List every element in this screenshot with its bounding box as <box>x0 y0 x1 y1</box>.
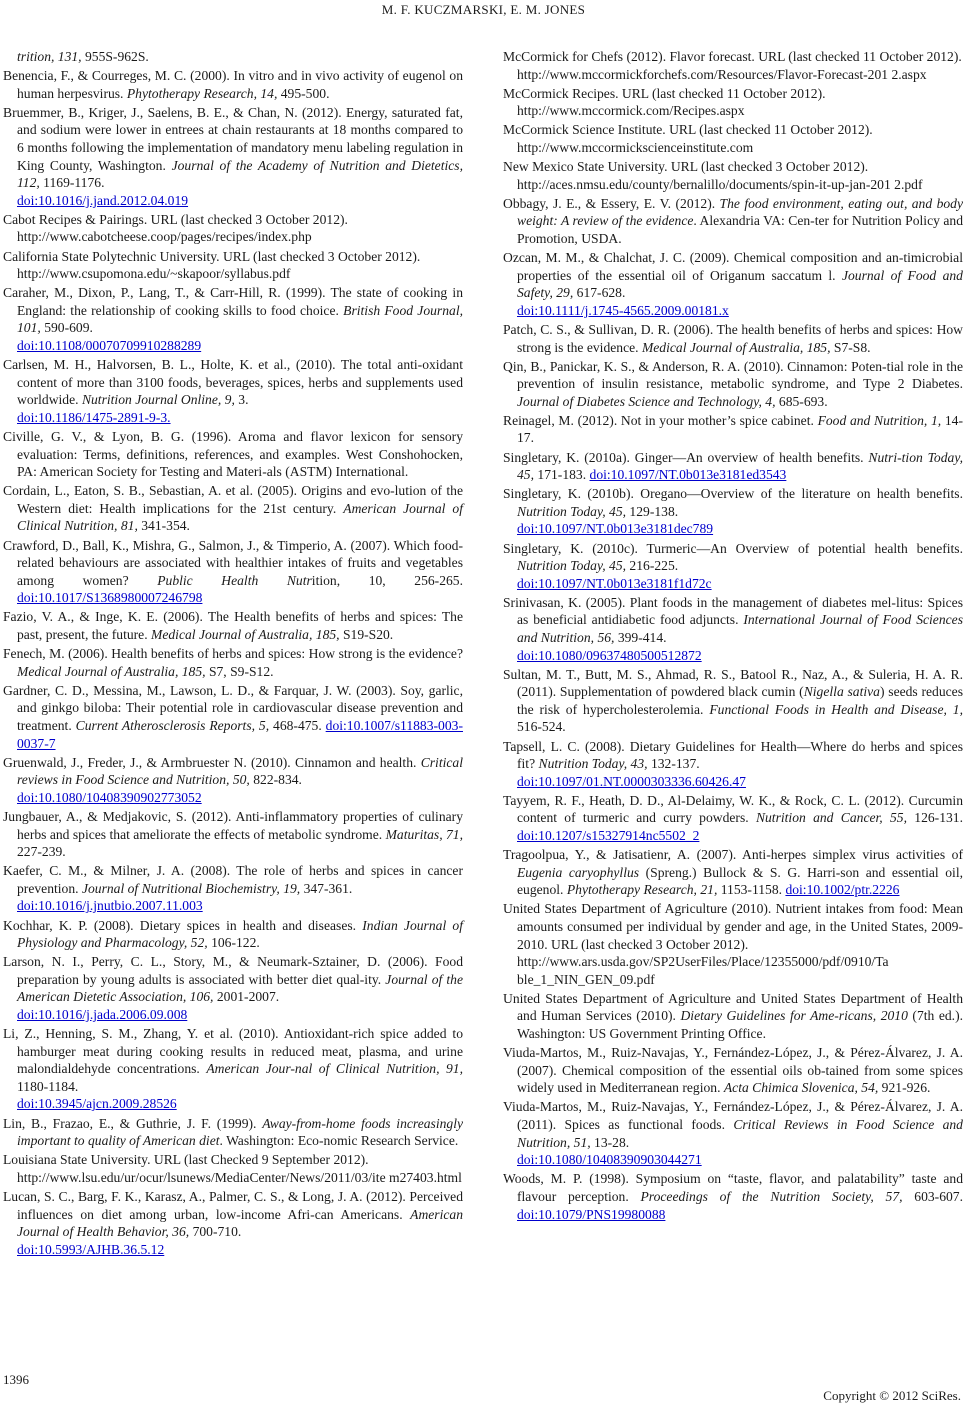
reference-pages: 2001-2007. <box>213 989 280 1005</box>
reference-entry <box>503 321 963 356</box>
reference-pages: S7, S9-S12. <box>205 663 274 679</box>
reference-authors-title: Ozcan, M. M., & Chalchat, J. C. (2009). Chemical composition and an-timicrobial properties of the essential oil of Origanum saccatum l. <box>503 250 963 283</box>
reference-authors-title: Srinivasan, K. (2005). Plant foods in the management of diabetes mel-litus: Spices as beneficial antidiabetic food adjuncts. <box>503 594 963 628</box>
reference-pages: ) seeds reduces the risk of hypercholesterolemia. <box>517 684 963 717</box>
reference-authors-title: Singletary, K. (2010b). Oregano—Overview of the literature on health benefits. <box>503 486 963 502</box>
reference-authors-title: Civille, G. V., & Lyon, B. G. (1996). Aroma and flavor lexicon for sensory evaluation: Terms, definitions, references, and examples. West Conshohocken, PA: American Society for Testing and Materi-als (ASTM) International. <box>3 428 463 480</box>
reference-authors-title: Patch, C. S., & Sullivan, D. R. (2006). The health benefits of herbs and spices: How strong is the evidence. <box>503 321 963 355</box>
reference-journal: Maturitas, 71, <box>385 826 463 842</box>
reference-authors-title: Larson, N. I., Perry, C. L., Story, M., & Neumark-Sztainer, D. (2006). Food preparation by young adults is associated with better diet qual-ity. <box>3 954 463 987</box>
reference-entry <box>3 284 463 354</box>
reference-entry <box>503 666 963 736</box>
doi-link[interactable]: doi:10.1097/NT.0b013e3181f1d72c <box>517 575 712 591</box>
reference-journal: Nigella sativa <box>803 684 880 700</box>
reference-pages: 126-131. <box>906 810 963 826</box>
reference-pages: ition, 10, 256-265. <box>311 572 463 588</box>
reference-entry <box>3 953 463 1023</box>
reference-authors-title: Viuda-Martos, M., Ruiz-Navajas, Y., Fernández-López, J., & Pérez-Álvarez, J. A. (2011). Spices as functional foods. <box>503 1099 963 1133</box>
reference-entry <box>3 917 463 952</box>
reference-journal: Medical Journal of Australia, 185, <box>151 627 340 642</box>
doi-link[interactable]: doi:10.1080/10408390903044271 <box>517 1152 702 1168</box>
reference-journal: Medical Journal of Australia, 185, <box>641 339 831 355</box>
reference-authors-title: Kaefer, C. M., & Milner, J. A. (2008). The role of herbs and spices in cancer prevention. <box>3 863 463 896</box>
reference-journal: Journal of Food and Safety, 29, <box>517 267 963 301</box>
reference-entry <box>3 428 463 481</box>
reference-url[interactable]: http://www.lsu.edu/ur/ocur/lsunews/MediaCenter/News/2011/03/ite m27403.html <box>17 1169 462 1185</box>
reference-entry <box>3 608 463 643</box>
reference-url[interactable]: http://www.mccormickforchefs.com/Resources/Flavor-Forecast-201 2.aspx <box>517 66 927 82</box>
reference-authors-title: Gardner, C. D., Messina, M., Lawson, L. D., & Farquar, J. W. (2003). Soy, garlic, and ginkgo biloba: Their potential role in cardiovascular disease prevention and treatment. <box>3 682 463 733</box>
reference-pages: 341-354. <box>137 518 190 534</box>
reference-pages: S7-S8. <box>830 339 871 355</box>
reference-entry <box>503 792 963 845</box>
reference-entry <box>3 754 463 807</box>
reference-authors-title: Crawford, D., Ball, K., Mishra, G., Salmon, J., & Timperio, A. (2007). Which food-related behaviours are associated with healthier intakes of fruits and vegetables among women? <box>3 537 463 588</box>
reference-authors-title: Qin, B., Panickar, K. S., & Anderson, R. A. (2010). Cinnamon: Poten-tial role in the prevention of insulin resistance, metabolic syndrome, and Type 2 Diabetes. <box>503 358 963 392</box>
reference-pages: 822-834. <box>249 772 302 788</box>
reference-pages: 1153-1158. <box>717 882 786 898</box>
reference-entry <box>3 645 463 680</box>
running-head: M. F. KUCZMARSKI, E. M. JONES <box>381 2 586 17</box>
reference-authors-title: Fenech, M. (2006). Health benefits of herbs and spices: How strong is the evidence? <box>3 646 463 662</box>
reference-entry <box>503 485 963 538</box>
reference-entry <box>3 1151 463 1186</box>
reference-journal: Nutri-tion Today, 45, <box>517 449 963 483</box>
reference-entry <box>503 1044 963 1097</box>
reference-entry <box>3 537 463 607</box>
reference-authors-title: Woods, M. P. (1998). Symposium on “taste, flavor, and palatability” taste and flavour perception. <box>503 1171 963 1204</box>
reference-pages: 129-138. <box>626 503 679 519</box>
reference-authors-title: Louisiana State University. URL (last Checked 9 September 2012). <box>3 1152 369 1168</box>
reference-authors-title: Singletary, K. (2010c). Turmeric—An Overview of potential health benefits. <box>503 540 963 556</box>
reference-pages: 685-693. <box>775 393 828 409</box>
reference-entry <box>503 249 963 319</box>
reference-authors-title: Carlsen, M. H., Halvorsen, B. L., Holte, K. et al., (2010). The total anti-oxidant content of more than 3100 foods, beverages, spices, herbs and supplements used worldwide. <box>3 357 463 408</box>
reference-pages: 617-628. <box>573 285 626 301</box>
reference-entry <box>3 1025 463 1113</box>
reference-authors-title: Li, Z., Henning, S. M., Zhang, Y. et al. (2010). Antioxidant-rich spice added to hamburger meat during cooking results in reduced meat, plasma, and urine malondialdehyde concentrations. <box>3 1026 463 1077</box>
reference-entry <box>3 682 463 752</box>
doi-link[interactable]: doi:10.3945/ajcn.2009.28526 <box>17 1096 177 1112</box>
reference-authors-title: Lucan, S. C., Barg, F. K., Karasz, A., Palmer, C. S., & Long, J. A. (2012). Perceived influences on diet among urban, low-income Afri-can Americans. <box>3 1188 463 1222</box>
reference-pages: 227-239. <box>17 844 66 860</box>
reference-entry <box>3 211 463 246</box>
reference-journal: Journal of the American Dietetic Association, 106, <box>17 971 463 1005</box>
reference-authors-title: Caraher, M., Dixon, P., Lang, T., & Carr-Hill, R. (1999). The state of cooking in England: the relationship of cooking skills to food choice. <box>3 285 463 318</box>
reference-journal: Acta Chimica Slovenica, 54, <box>723 1080 879 1096</box>
reference-authors-title: Reinagel, M. (2012). Not in your mother’s spice cabinet. <box>503 412 818 428</box>
reference-entry <box>3 482 463 535</box>
reference-authors-title: Singletary, K. (2010a). Ginger—An overview of health benefits. <box>503 449 869 465</box>
reference-authors-title: California State Polytechnic University. URL (last checked 3 October 2012). <box>3 248 421 264</box>
reference-journal: Nutrition and Cancer, 55, <box>755 810 907 826</box>
reference-journal: British Food Journal, 101, <box>17 302 463 336</box>
reference-entry <box>503 900 963 988</box>
reference-pages: 955S-962S. <box>81 49 149 64</box>
reference-url[interactable]: http://www.csupomona.edu/~skapoor/syllabus.pdf <box>17 266 291 282</box>
doi-link[interactable]: doi:10.1007/s11883-003-0037-7 <box>17 717 463 751</box>
reference-authors-title: New Mexico State University. URL (last checked 3 October 2012). <box>503 159 869 175</box>
reference-journal: Eugenia caryophyllus <box>517 864 640 880</box>
reference-pages: 13-28. <box>590 1134 630 1150</box>
reference-entry <box>3 248 463 283</box>
reference-authors-title: McCormick for Chefs (2012). Flavor forecast. URL (last checked 11 October 2012). <box>503 49 962 64</box>
reference-entry <box>3 48 463 66</box>
reference-entry <box>503 738 963 791</box>
reference-authors-title: Fazio, V. A., & Inge, K. E. (2006). The Health benefits of herbs and spices: The past, present, the future. <box>3 609 463 642</box>
reference-entry <box>503 48 963 83</box>
reference-pages: 347-361. <box>300 880 353 896</box>
reference-journal: American Jour-nal of Clinical Nutrition, 91, <box>206 1061 463 1077</box>
doi-link[interactable]: doi:10.1016/j.jnutbio.2007.11.003 <box>17 898 203 914</box>
copyright-notice: Copyright © 2012 SciRes. <box>823 1388 961 1403</box>
reference-journal: Journal of Nutritional Biochemistry, 19, <box>81 880 301 896</box>
reference-journal: Indian Journal of Physiology and Pharmacology, 52, <box>17 917 463 951</box>
reference-journal: Nutrition Today, 45, <box>517 503 627 519</box>
doi-link[interactable]: doi:10.1111/j.1745-4565.2009.00181.x <box>517 302 729 318</box>
reference-pages: (7th ed.). Washington: US Government Printing Office. <box>517 1008 964 1042</box>
reference-entry <box>503 540 963 593</box>
reference-authors-title: Bruemmer, B., Kriger, J., Saelens, B. E., & Chan, N. (2012). Energy, saturated fat, and sodium were lower in entrees at chain restaurants at 18 months compared to 6 months following the implementation of mandatory menu labeling regulation in King County, Washington. <box>3 104 463 173</box>
reference-entry <box>3 1115 463 1150</box>
reference-authors-title: Cabot Recipes & Pairings. URL (last checked 3 October 2012). <box>3 211 348 227</box>
reference-pages: (Spreng.) Bullock & S. G. Harri-son and essential oil, eugenol. <box>517 864 964 898</box>
reference-journal: Phytotherapy Research, 14, <box>126 85 278 101</box>
reference-authors-title: Obbagy, J. E., & Essery, E. V. (2012). <box>503 195 720 211</box>
reference-entry <box>3 104 463 210</box>
reference-column-left <box>3 48 463 1260</box>
reference-entry <box>503 594 963 664</box>
reference-journal: Functional Foods in Health and Disease, 1, <box>709 701 963 717</box>
reference-journal: Critical Reviews in Food Science and Nutrition, 51, <box>517 1117 963 1150</box>
reference-column-right <box>503 48 963 1225</box>
reference-authors-title: Kochhar, K. P. (2008). Dietary spices in health and diseases. <box>3 917 363 933</box>
reference-pages: 921-926. <box>878 1080 931 1096</box>
reference-entry <box>503 846 963 899</box>
reference-url[interactable]: http://www.ars.usda.gov/SP2UserFiles/Place/12355000/pdf/0910/Ta ble_1_NIN_GEN_09.pdf <box>517 954 889 987</box>
reference-authors-title: United States Department of Agriculture (2010). Nutrient intakes from food: Mean amounts consumed per individual by gender and age, in the United States, 2009-2010. URL (last checked 3 October 2012). <box>503 901 963 952</box>
reference-entry <box>503 990 963 1043</box>
reference-journal: Public Health Nutr <box>157 572 312 588</box>
doi-link[interactable]: doi:10.5993/AJHB.36.5.12 <box>17 1241 165 1257</box>
doi-link[interactable]: doi:10.1017/S1368980007246798 <box>17 590 203 606</box>
reference-entry <box>503 412 963 447</box>
reference-pages: 132-137. <box>647 756 700 772</box>
reference-authors-title: Cordain, L., Eaton, S. B., Sebastian, A. et al. (2005). Origins and evo-lution of the Western diet: Health implications for the 21st century. <box>3 483 463 516</box>
reference-authors-title: Benencia, F., & Courreges, M. C. (2000). In vitro and in vivo activity of eugenol on human herpesvirus. <box>3 68 463 101</box>
reference-url[interactable]: http://www.mccormick.com/Recipes.aspx <box>517 103 745 119</box>
reference-journal: Proceedings of the Nutrition Society, 57, <box>640 1188 903 1204</box>
reference-url[interactable]: http://aces.nmsu.edu/county/bernalillo/documents/spin-it-up-jan-201 2.pdf <box>517 176 923 192</box>
reference-journal: Journal of the Academy of Nutrition and Dietetics, 112, <box>17 157 463 191</box>
reference-pages: 1169-1176. <box>39 175 105 191</box>
reference-pages: 1180-1184. <box>17 1078 79 1094</box>
reference-entry <box>3 67 463 102</box>
reference-authors-title: Gruenwald, J., Freder, J., & Armbruester N. (2010). Cinnamon and health. <box>3 754 421 770</box>
reference-pages: . Alexandria VA: Cen-ter for Nutrition Policy and Promotion, USDA. <box>517 213 963 246</box>
reference-entry <box>3 808 463 861</box>
reference-journal: International Journal of Food Sciences and Nutrition, 56, <box>517 612 963 645</box>
reference-journal: trition, 131, <box>17 49 82 64</box>
doi-link[interactable]: doi:10.1186/1475-2891-9-3. <box>17 409 171 425</box>
doi-link[interactable]: doi:10.1097/NT.0b013e3181ed3543 <box>589 467 787 483</box>
reference-pages: 603-607. <box>902 1188 963 1204</box>
doi-link[interactable]: doi:10.1016/j.jand.2012.04.019 <box>17 192 189 208</box>
reference-entry <box>503 158 963 193</box>
reference-pages: 495-500. <box>277 85 330 101</box>
reference-pages: 468-475. <box>269 717 326 733</box>
reference-journal: Phytotherapy Research, 21, <box>566 882 718 898</box>
doi-link[interactable]: doi:10.1108/00070709910288289 <box>17 338 202 353</box>
reference-journal: The food environment, eating out, and body weight: A review of the evidence <box>517 195 963 229</box>
reference-pages: . Washington: Eco-nomic Research Service. <box>219 1133 459 1149</box>
reference-entry <box>503 195 963 248</box>
reference-authors-title: Lin, B., Frazao, E., & Guthrie, J. F. (1999). <box>3 1115 263 1131</box>
reference-authors-title: McCormick Science Institute. URL (last checked 11 October 2012). <box>503 122 873 138</box>
doi-link[interactable]: doi:10.1002/ptr.2226 <box>785 882 900 898</box>
reference-entry <box>503 449 963 484</box>
reference-journal: Journal of Diabetes Science and Technology, 4, <box>517 393 776 409</box>
reference-journal: Medical Journal of Australia, 185, <box>17 663 206 679</box>
reference-authors-title: Tapsell, L. C. (2008). Dietary Guidelines for Health—Where do herbs and spices fit? <box>503 738 963 772</box>
reference-journal: Food and Nutrition, 1, <box>817 412 942 428</box>
reference-authors-title: Tragoolpua, Y., & Jatisatienr, A. (2007). Anti-herpes simplex virus activities of <box>503 847 963 863</box>
reference-entry <box>503 1170 963 1223</box>
reference-journal: Nutrition Today, 45, <box>517 558 627 574</box>
reference-pages: 14-17. <box>517 412 963 446</box>
reference-journal: Away-from-home foods increasingly important to quality of American diet <box>17 1115 464 1149</box>
doi-link[interactable]: doi:10.1207/s15327914nc5502_2 <box>517 828 700 844</box>
reference-entry <box>503 121 963 156</box>
reference-authors-title: Sultan, M. T., Butt, M. S., Ahmad, R. S., Batool R., Naz, A., & Suleria, H. A. R. (2011). Supplementation of powdered black cumin ( <box>503 666 963 700</box>
reference-journal: Critical reviews in Food Science and Nutrition, 50, <box>17 754 463 788</box>
doi-link[interactable]: doi:10.1016/j.jada.2006.09.008 <box>17 1006 188 1022</box>
reference-authors-title: McCormick Recipes. URL (last checked 11 October 2012). <box>503 85 826 101</box>
reference-url[interactable]: http://www.mccormickscienceinstitute.com <box>517 139 754 155</box>
reference-entry <box>503 85 963 120</box>
reference-authors-title: Viuda-Martos, M., Ruiz-Navajas, Y., Fernández-López, J., & Pérez-Álvarez, J. A. (2007). Chemical composition of the essential oils ob-tained from some spices widely used in Mediterranean region. <box>503 1045 963 1096</box>
reference-pages: 399-414. <box>614 630 667 645</box>
reference-entry <box>3 356 463 426</box>
doi-link[interactable]: doi:10.1097/01.NT.0000303336.60426.47 <box>517 773 746 789</box>
doi-link[interactable]: doi:10.1080/09637480500512872 <box>517 647 702 663</box>
reference-pages: 516-524. <box>517 719 566 735</box>
reference-entry <box>503 1098 963 1168</box>
doi-link[interactable]: doi:10.1079/PNS19980088 <box>517 1206 666 1222</box>
reference-pages: 216-225. <box>626 558 679 574</box>
reference-journal: Current Atherosclerosis Reports, 5, <box>75 717 270 733</box>
reference-entry <box>3 862 463 915</box>
reference-pages: 590-609. <box>40 320 93 336</box>
reference-entry <box>3 1188 463 1258</box>
reference-url[interactable]: http://www.cabotcheese.coop/pages/recipes/index.php <box>17 229 312 245</box>
doi-link[interactable]: doi:10.1097/NT.0b013e3181dec789 <box>517 521 714 537</box>
reference-authors-title: Jungbauer, A., & Medjakovic, S. (2012). Anti-inflammatory properties of culinary herbs and spices that ameliorate the effects of metabolic syndrome. <box>3 808 463 842</box>
reference-journal: Nutrition Today, 43, <box>538 756 648 772</box>
reference-authors-title: United States Department of Agriculture and United States Department of Health and Human Services (2010). <box>503 990 963 1024</box>
reference-pages: 700-710. <box>189 1224 242 1240</box>
reference-journal: American Journal of Clinical Nutrition, 81, <box>17 500 463 534</box>
reference-journal: Dietary Guidelines for Ame-ricans, 2010 <box>680 1008 908 1024</box>
reference-pages: 171-183. <box>534 467 590 483</box>
reference-entry <box>503 358 963 411</box>
reference-journal: American Journal of Health Behavior, 36, <box>17 1206 463 1240</box>
reference-authors-title: Tayyem, R. F., Heath, D. D., Al-Delaimy, W. K., & Rock, C. L. (2012). Curcumin content of turmeric and curry powders. <box>503 792 963 826</box>
reference-journal: Nutrition Journal Online, 9, <box>81 392 235 408</box>
reference-pages: 3. <box>234 392 249 408</box>
page-number: 1396 <box>3 1372 29 1387</box>
doi-link[interactable]: doi:10.1080/10408390902773052 <box>17 789 202 805</box>
reference-pages: S19-S20. <box>339 627 394 642</box>
reference-pages: 106-122. <box>207 935 260 951</box>
